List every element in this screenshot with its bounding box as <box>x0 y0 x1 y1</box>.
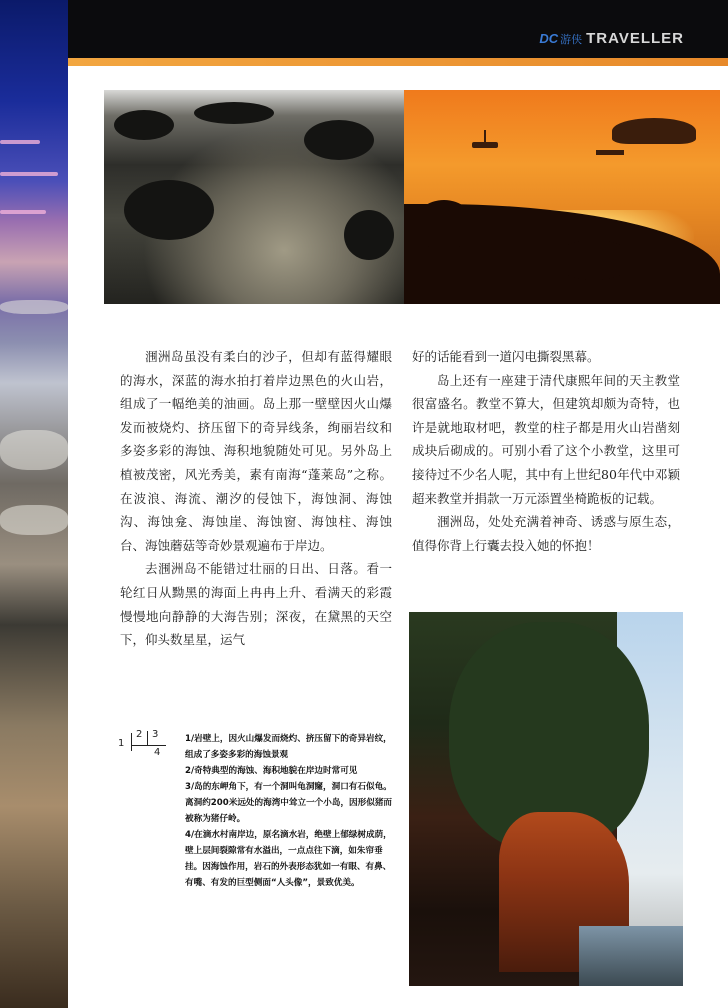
island-silhouette <box>612 118 696 144</box>
article-paragraph: 涠洲岛，处处充满着神奇、诱惑与原生态，值得你背上行囊去投入她的怀抱！ <box>412 514 680 553</box>
index-divider <box>132 745 166 746</box>
caption-item: 2/奇特典型的海蚀、海积地貌在岸边时常可见 <box>185 766 358 776</box>
beach-dusk-photo <box>0 0 68 1008</box>
article-paragraph: 好的话能看到一道闪电撕裂黑幕。 <box>412 349 600 364</box>
article-column-right <box>412 345 680 557</box>
index-number: 2 <box>136 729 143 740</box>
article-column-left <box>120 345 392 652</box>
masthead-logo <box>539 30 684 47</box>
rock <box>344 210 394 260</box>
boat-silhouette <box>472 142 498 148</box>
cloud-streak <box>0 172 58 176</box>
rock <box>304 120 374 160</box>
tree-silhouette <box>554 240 634 280</box>
index-number: 3 <box>152 729 159 740</box>
wave-foam <box>0 505 68 535</box>
photo-captions <box>185 731 393 891</box>
tree-silhouette <box>414 200 474 250</box>
article-paragraph: 岛上还有一座建于清代康熙年间的天主教堂很富盛名。教堂不算大，但建筑却颇为奇特，也许是就地取材吧，教堂的柱子都是用火山岩凿刻成块后砌成的。可别小看了这个小教堂，这里可接待过不少名人呢，其中有上世纪80年代中邓颖超来教堂并捐款一万元添置坐椅跪板的记载。 <box>412 372 680 506</box>
sea-water <box>579 926 683 986</box>
index-number: 4 <box>154 747 161 758</box>
photo-index-diagram <box>118 729 178 769</box>
wave-foam <box>0 430 68 470</box>
caption-item: 3/岛的东岬角下，有一个洞叫龟洞窿，洞口有石似龟。离洞约200米远处的海湾中耸立一个小岛，因形似猪而被称为猪仔岭。 <box>185 782 393 824</box>
header-bar <box>68 0 728 58</box>
index-divider <box>147 731 148 745</box>
logo-dc: DC <box>539 31 559 46</box>
article-paragraph: 去涠洲岛不能错过壮丽的日出、日落。看一轮红日从黝黑的海面上冉冉上升、看满天的彩霞慢慢地向静静的大海告别；深夜，在黛黑的天空下，仰头数星星，运气 <box>120 561 392 648</box>
article-paragraph: 涠洲岛虽没有柔白的沙子，但却有蓝得耀眼的海水，深蓝的海水拍打着岸边黑色的火山岩，组成了一幅绝美的油画。岛上那一壁壁因火山爆发而被烧灼、挤压留下的奇异线条，绚丽岩纹和多姿多彩的海蚀、海积地貌随处可见。另外岛上植被茂密，风光秀美，素有南海“蓬莱岛”之称。在波浪、海流、潮汐的侵蚀下，海蚀洞、海蚀沟、海蚀龛、海蚀崖、海蚀窗、海蚀柱、海蚀台、海蚀蘑菇等奇妙景观遍布于岸边。 <box>120 349 392 553</box>
caption-item: 1/岩壁上，因火山爆发而烧灼、挤压留下的奇异岩纹，组成了多姿多彩的海蚀景观 <box>185 734 392 760</box>
rock <box>124 180 214 240</box>
rock <box>114 110 174 140</box>
header-accent-rule <box>68 58 728 66</box>
index-divider <box>131 733 132 751</box>
sunset-sea-photo <box>404 90 720 304</box>
cloud-streak <box>0 140 40 144</box>
logo-traveller: TRAVELLER <box>586 30 684 47</box>
cloud-streak <box>0 210 46 214</box>
logo-cn: 游侠 <box>560 33 583 46</box>
rocky-volcanic-shore-photo <box>104 90 404 304</box>
boat-silhouette <box>596 150 624 155</box>
wave-foam <box>0 300 68 314</box>
sea-cliff-human-head-photo <box>409 612 683 986</box>
caption-item: 4/在滴水村南岸边，原名滴水岩，绝壁上郁绿树成荫，壁上层间裂隙常有水溢出，一点点往下滴，如朱帘垂挂。因海蚀作用，岩石的外表形态犹如一有眼、有鼻、有嘴、有发的巨型侧面“人头像”，景致优美。 <box>185 830 392 888</box>
rock <box>194 102 274 124</box>
index-number: 1 <box>118 738 125 749</box>
